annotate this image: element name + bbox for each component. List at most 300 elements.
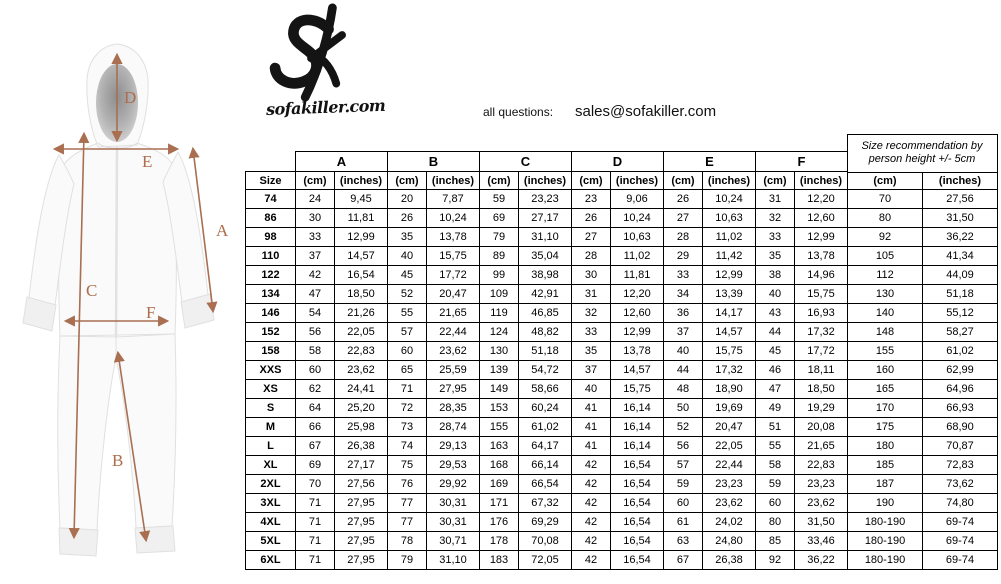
value-cell: 43 (756, 304, 795, 323)
unit-cm-e: (cm) (664, 172, 703, 190)
value-cell: 74 (388, 437, 427, 456)
value-cell: 17,32 (703, 361, 756, 380)
value-cell: 17,72 (427, 266, 480, 285)
size-cell: 3XL (246, 494, 296, 513)
col-header-f: F (756, 152, 848, 172)
value-cell: 16,54 (611, 513, 664, 532)
value-cell: 58 (296, 342, 335, 361)
value-cell: 119 (480, 304, 519, 323)
size-cell: XS (246, 380, 296, 399)
value-cell: 69,29 (519, 513, 572, 532)
value-cell: 13,39 (703, 285, 756, 304)
value-cell: 59 (664, 475, 703, 494)
value-cell: 19,69 (703, 399, 756, 418)
value-cell: 31 (572, 285, 611, 304)
value-cell: 12,20 (795, 190, 848, 209)
unit-inches-a: (inches) (335, 172, 388, 190)
value-cell: 57 (388, 323, 427, 342)
value-cell: 23 (572, 190, 611, 209)
value-cell: 89 (480, 247, 519, 266)
value-cell: 26,38 (335, 437, 388, 456)
brand-logo-block (262, 2, 386, 132)
value-cell: 48,82 (519, 323, 572, 342)
value-cell: 74,80 (923, 494, 998, 513)
value-cell: 23,23 (519, 190, 572, 209)
table-row (246, 418, 998, 437)
value-cell: 22,44 (703, 456, 756, 475)
size-table (245, 151, 998, 570)
value-cell: 20 (388, 190, 427, 209)
zipper-line (116, 147, 117, 337)
value-cell: 40 (572, 380, 611, 399)
value-cell: 23,62 (335, 361, 388, 380)
table-row (246, 380, 998, 399)
value-cell: 12,99 (611, 323, 664, 342)
value-cell: 35 (388, 228, 427, 247)
value-cell: 41 (572, 399, 611, 418)
rec-unit-cm: (cm) (848, 172, 923, 190)
value-cell: 16,93 (795, 304, 848, 323)
value-cell: 21,26 (335, 304, 388, 323)
value-cell: 190 (848, 494, 923, 513)
value-cell: 15,75 (795, 285, 848, 304)
value-cell: 10,24 (427, 209, 480, 228)
unit-cm-a: (cm) (296, 172, 335, 190)
value-cell: 24,41 (335, 380, 388, 399)
value-cell: 178 (480, 532, 519, 551)
value-cell: 33 (664, 266, 703, 285)
questions-label: all questions: (483, 105, 554, 119)
value-cell: 69 (480, 209, 519, 228)
value-cell: 170 (848, 399, 923, 418)
value-cell: 60 (756, 494, 795, 513)
value-cell: 60 (296, 361, 335, 380)
value-cell: 37 (296, 247, 335, 266)
value-cell: 42 (572, 456, 611, 475)
value-cell: 165 (848, 380, 923, 399)
size-cell: XXS (246, 361, 296, 380)
value-cell: 28 (664, 228, 703, 247)
value-cell: 20,08 (795, 418, 848, 437)
value-cell: 27,17 (335, 456, 388, 475)
value-cell: 175 (848, 418, 923, 437)
value-cell: 30 (296, 209, 335, 228)
value-cell: 71 (296, 494, 335, 513)
value-cell: 64,96 (923, 380, 998, 399)
value-cell: 28,35 (427, 399, 480, 418)
value-cell: 26,38 (703, 551, 756, 570)
value-cell: 25,98 (335, 418, 388, 437)
value-cell: 67 (296, 437, 335, 456)
value-cell: 130 (480, 342, 519, 361)
value-cell: 27,95 (335, 494, 388, 513)
value-cell: 71 (388, 380, 427, 399)
value-cell: 33 (572, 323, 611, 342)
size-cell: 158 (246, 342, 296, 361)
value-cell: 109 (480, 285, 519, 304)
left-ankle-cuff (59, 528, 98, 556)
value-cell: 69-74 (923, 532, 998, 551)
value-cell: 57 (664, 456, 703, 475)
value-cell: 16,54 (611, 532, 664, 551)
value-cell: 40 (664, 342, 703, 361)
value-cell: 61,02 (923, 342, 998, 361)
value-cell: 149 (480, 380, 519, 399)
value-cell: 12,20 (611, 285, 664, 304)
value-cell: 33,46 (795, 532, 848, 551)
size-header: Size (246, 172, 296, 190)
value-cell: 66,54 (519, 475, 572, 494)
value-cell: 155 (480, 418, 519, 437)
value-cell: 180-190 (848, 532, 923, 551)
value-cell: 36,22 (795, 551, 848, 570)
value-cell: 24 (296, 190, 335, 209)
value-cell: 180-190 (848, 513, 923, 532)
value-cell: 42 (296, 266, 335, 285)
unit-inches-b: (inches) (427, 172, 480, 190)
garment-figure (0, 0, 240, 584)
value-cell: 42 (572, 513, 611, 532)
value-cell: 29 (664, 247, 703, 266)
value-cell: 163 (480, 437, 519, 456)
value-cell: 27,95 (335, 513, 388, 532)
value-cell: 56 (296, 323, 335, 342)
value-cell: 30 (572, 266, 611, 285)
value-cell: 23,62 (427, 342, 480, 361)
value-cell: 18,11 (795, 361, 848, 380)
value-cell: 28 (572, 247, 611, 266)
value-cell: 78 (388, 532, 427, 551)
value-cell: 9,06 (611, 190, 664, 209)
value-cell: 27,95 (335, 532, 388, 551)
value-cell: 44 (664, 361, 703, 380)
right-ankle-cuff (135, 526, 175, 553)
table-row (246, 361, 998, 380)
value-cell: 75 (388, 456, 427, 475)
value-cell: 45 (756, 342, 795, 361)
value-cell: 59 (756, 475, 795, 494)
rec-header-line2: person height +/- 5cm (868, 153, 976, 166)
unit-cm-d: (cm) (572, 172, 611, 190)
value-cell: 168 (480, 456, 519, 475)
sk-logo-icon (262, 2, 362, 104)
value-cell: 105 (848, 247, 923, 266)
value-cell: 69-74 (923, 513, 998, 532)
measure-label-b: B (112, 451, 124, 470)
value-cell: 66 (296, 418, 335, 437)
value-cell: 33 (756, 228, 795, 247)
value-cell: 27,17 (519, 209, 572, 228)
value-cell: 12,60 (795, 209, 848, 228)
value-cell: 29,13 (427, 437, 480, 456)
value-cell: 15,75 (427, 247, 480, 266)
value-cell: 16,14 (611, 418, 664, 437)
value-cell: 16,54 (611, 494, 664, 513)
unit-inches-c: (inches) (519, 172, 572, 190)
value-cell: 72,05 (519, 551, 572, 570)
size-cell: 4XL (246, 513, 296, 532)
value-cell: 44,09 (923, 266, 998, 285)
value-cell: 11,02 (703, 228, 756, 247)
table-row (246, 304, 998, 323)
table-row (246, 228, 998, 247)
value-cell: 92 (756, 551, 795, 570)
value-cell: 23,62 (703, 494, 756, 513)
value-cell: 36 (664, 304, 703, 323)
value-cell: 13,78 (427, 228, 480, 247)
contact-email[interactable]: sales@sofakiller.com (575, 103, 717, 120)
value-cell: 31 (756, 190, 795, 209)
value-cell: 14,57 (703, 323, 756, 342)
value-cell: 69 (296, 456, 335, 475)
measure-label-d: D (124, 88, 137, 107)
value-cell: 51 (756, 418, 795, 437)
size-table-body (246, 190, 998, 570)
value-cell: 21,65 (795, 437, 848, 456)
value-cell: 52 (664, 418, 703, 437)
measure-label-a: A (216, 221, 229, 240)
value-cell: 68,90 (923, 418, 998, 437)
value-cell: 31,50 (923, 209, 998, 228)
value-cell: 38 (756, 266, 795, 285)
value-cell: 51,18 (923, 285, 998, 304)
value-cell: 26 (388, 209, 427, 228)
value-cell: 26 (664, 190, 703, 209)
value-cell: 22,44 (427, 323, 480, 342)
value-cell: 180 (848, 437, 923, 456)
left-leg (58, 336, 116, 530)
value-cell: 180-190 (848, 551, 923, 570)
value-cell: 15,75 (611, 380, 664, 399)
value-cell: 72 (388, 399, 427, 418)
value-cell: 73 (388, 418, 427, 437)
value-cell: 60 (388, 342, 427, 361)
unit-inches-f: (inches) (795, 172, 848, 190)
value-cell: 24,02 (703, 513, 756, 532)
value-cell: 50 (664, 399, 703, 418)
size-cell: M (246, 418, 296, 437)
value-cell: 72,83 (923, 456, 998, 475)
measure-label-f: F (146, 303, 156, 322)
value-cell: 62,99 (923, 361, 998, 380)
value-cell: 16,14 (611, 399, 664, 418)
value-cell: 66,14 (519, 456, 572, 475)
rec-unit-inches: (inches) (923, 172, 998, 190)
value-cell: 155 (848, 342, 923, 361)
value-cell: 12,99 (795, 228, 848, 247)
value-cell: 29,92 (427, 475, 480, 494)
value-cell: 32 (572, 304, 611, 323)
value-cell: 35,04 (519, 247, 572, 266)
value-cell: 37 (664, 323, 703, 342)
table-row (246, 513, 998, 532)
value-cell: 14,96 (795, 266, 848, 285)
value-cell: 140 (848, 304, 923, 323)
value-cell: 187 (848, 475, 923, 494)
size-cell: 134 (246, 285, 296, 304)
table-row (246, 247, 998, 266)
value-cell: 70,87 (923, 437, 998, 456)
table-row (246, 475, 998, 494)
table-row (246, 551, 998, 570)
value-cell: 67,32 (519, 494, 572, 513)
value-cell: 79 (480, 228, 519, 247)
units-row (246, 172, 998, 190)
unit-cm-b: (cm) (388, 172, 427, 190)
value-cell: 21,65 (427, 304, 480, 323)
value-cell: 30,31 (427, 494, 480, 513)
table-row (246, 399, 998, 418)
value-cell: 19,29 (795, 399, 848, 418)
value-cell: 92 (848, 228, 923, 247)
value-cell: 70,08 (519, 532, 572, 551)
value-cell: 176 (480, 513, 519, 532)
size-cell: L (246, 437, 296, 456)
table-row (246, 190, 998, 209)
value-cell: 71 (296, 532, 335, 551)
value-cell: 160 (848, 361, 923, 380)
value-cell: 10,63 (611, 228, 664, 247)
value-cell: 22,05 (703, 437, 756, 456)
value-cell: 52 (388, 285, 427, 304)
value-cell: 80 (756, 513, 795, 532)
value-cell: 55,12 (923, 304, 998, 323)
value-cell: 99 (480, 266, 519, 285)
value-cell: 56 (664, 437, 703, 456)
value-cell: 42,91 (519, 285, 572, 304)
value-cell: 41 (572, 437, 611, 456)
value-cell: 36,22 (923, 228, 998, 247)
value-cell: 58 (756, 456, 795, 475)
value-cell: 33 (296, 228, 335, 247)
size-cell: 2XL (246, 475, 296, 494)
value-cell: 49 (756, 399, 795, 418)
value-cell: 65 (388, 361, 427, 380)
value-cell: 47 (296, 285, 335, 304)
value-cell: 24,80 (703, 532, 756, 551)
value-cell: 61 (664, 513, 703, 532)
value-cell: 66,93 (923, 399, 998, 418)
value-cell: 42 (572, 551, 611, 570)
value-cell: 73,62 (923, 475, 998, 494)
value-cell: 10,63 (703, 209, 756, 228)
value-cell: 22,05 (335, 323, 388, 342)
value-cell: 41,34 (923, 247, 998, 266)
value-cell: 15,75 (703, 342, 756, 361)
table-row (246, 456, 998, 475)
value-cell: 17,72 (795, 342, 848, 361)
value-cell: 14,57 (335, 247, 388, 266)
value-cell: 67 (664, 551, 703, 570)
value-cell: 22,83 (795, 456, 848, 475)
value-cell: 42 (572, 475, 611, 494)
value-cell: 13,78 (611, 342, 664, 361)
table-row (246, 532, 998, 551)
value-cell: 7,87 (427, 190, 480, 209)
table-row (246, 323, 998, 342)
value-cell: 130 (848, 285, 923, 304)
unit-cm-c: (cm) (480, 172, 519, 190)
value-cell: 61,02 (519, 418, 572, 437)
value-cell: 139 (480, 361, 519, 380)
col-header-b: B (388, 152, 480, 172)
value-cell: 16,14 (611, 437, 664, 456)
value-cell: 11,81 (611, 266, 664, 285)
value-cell: 46 (756, 361, 795, 380)
value-cell: 12,99 (335, 228, 388, 247)
value-cell: 14,57 (611, 361, 664, 380)
value-cell: 79 (388, 551, 427, 570)
value-cell: 148 (848, 323, 923, 342)
value-cell: 11,02 (611, 247, 664, 266)
col-header-d: D (572, 152, 664, 172)
size-cell: 122 (246, 266, 296, 285)
value-cell: 10,24 (703, 190, 756, 209)
value-cell: 18,50 (795, 380, 848, 399)
col-header-c: C (480, 152, 572, 172)
value-cell: 13,78 (795, 247, 848, 266)
value-cell: 16,54 (611, 551, 664, 570)
value-cell: 169 (480, 475, 519, 494)
value-cell: 18,90 (703, 380, 756, 399)
value-cell: 18,50 (335, 285, 388, 304)
value-cell: 183 (480, 551, 519, 570)
table-row (246, 494, 998, 513)
value-cell: 48 (664, 380, 703, 399)
measure-label-e: E (142, 152, 153, 171)
table-row (246, 266, 998, 285)
value-cell: 62 (296, 380, 335, 399)
value-cell: 58,66 (519, 380, 572, 399)
rec-header-line1: Size recommendation by (861, 140, 983, 153)
value-cell: 27,95 (335, 551, 388, 570)
value-cell: 77 (388, 513, 427, 532)
size-cell: 110 (246, 247, 296, 266)
value-cell: 16,54 (335, 266, 388, 285)
size-cell: 5XL (246, 532, 296, 551)
value-cell: 30,71 (427, 532, 480, 551)
value-cell: 35 (572, 342, 611, 361)
value-cell: 35 (756, 247, 795, 266)
value-cell: 54 (296, 304, 335, 323)
value-cell: 22,83 (335, 342, 388, 361)
value-cell: 85 (756, 532, 795, 551)
value-cell: 27,56 (923, 190, 998, 209)
value-cell: 20,47 (703, 418, 756, 437)
size-cell: 146 (246, 304, 296, 323)
table-row (246, 209, 998, 228)
size-cell: 98 (246, 228, 296, 247)
value-cell: 40 (756, 285, 795, 304)
value-cell: 11,81 (335, 209, 388, 228)
unit-inches-d: (inches) (611, 172, 664, 190)
value-cell: 25,20 (335, 399, 388, 418)
value-cell: 27 (572, 228, 611, 247)
size-cell: XL (246, 456, 296, 475)
value-cell: 31,10 (427, 551, 480, 570)
value-cell: 23,23 (703, 475, 756, 494)
table-row (246, 437, 998, 456)
value-cell: 41 (572, 418, 611, 437)
value-cell: 23,23 (795, 475, 848, 494)
value-cell: 31,50 (795, 513, 848, 532)
value-cell: 42 (572, 532, 611, 551)
value-cell: 70 (848, 190, 923, 209)
value-cell: 16,54 (611, 475, 664, 494)
value-cell: 71 (296, 551, 335, 570)
value-cell: 60,24 (519, 399, 572, 418)
value-cell: 42 (572, 494, 611, 513)
